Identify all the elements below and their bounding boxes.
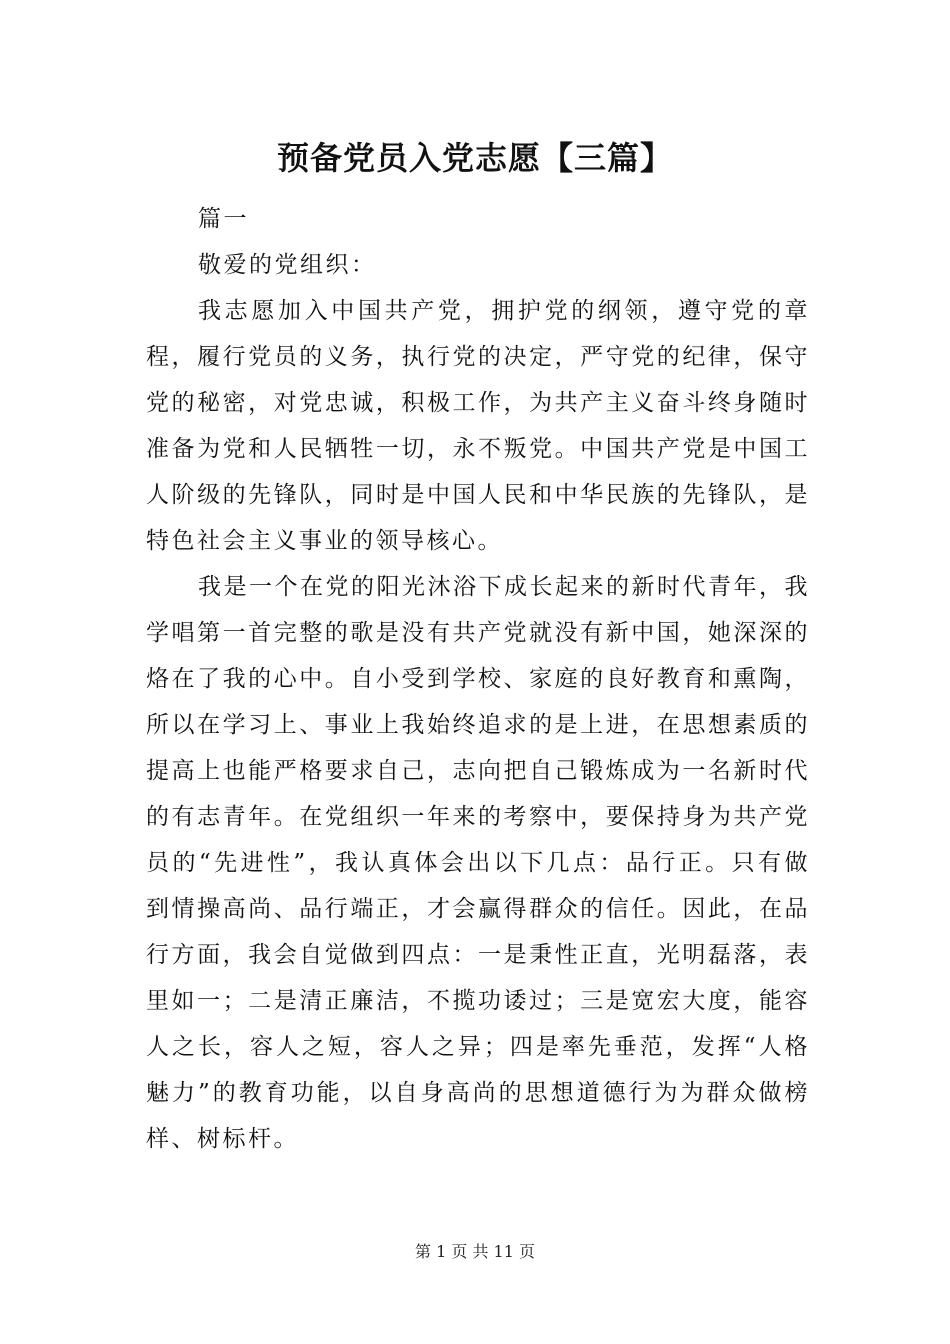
section-heading: 篇一	[198, 206, 249, 232]
document-title: 预备党员入党志愿【三篇】	[276, 139, 673, 177]
body-paragraph-2: 我是一个在党的阳光沐浴下成长起来的新时代青年，我学唱第一首完整的歌是没有共产党就没有新中国，她深深的烙在了我的心中。自小受到学校、家庭的良好教育和熏陶，所以在学习上、事业上我始终追求的是上进，在思想素质的提高上也能严格要求自己，志向把自己锻炼成为一名新时代的有志青年。在党组织一年来的考察中，要保持身为共产党员的“先进性”，我认真体会出以下几点：品行正。只有做到情操高尚、品行端正，才会赢得群众的信任。因此，在品行方面，我会自觉做到四点：一是秉性正直，光明磊落，表里如一；二是清正廉洁，不揽功诿过；三是宽宏大度，能容人之长，容人之短，容人之异；四是率先垂范，发挥“人格魅力”的教育功能，以自身高尚的思想道德行为为群众做榜样、树标杆。	[146, 574, 810, 1152]
document-body	[146, 196, 810, 1162]
body-paragraph-1: 我志愿加入中国共产党，拥护党的纲领，遵守党的章程，履行党员的义务，执行党的决定，严守党的纪律，保守党的秘密，对党忠诚，积极工作，为共产主义奋斗终身随时准备为党和人民牺牲一切，永不叛党。中国共产党是中国工人阶级的先锋队，同时是中国人民和中华民族的先锋队，是特色社会主义事业的领导核心。	[146, 298, 810, 554]
salutation: 敬爱的党组织：	[198, 252, 377, 278]
page-number-footer: 第 1 页 共 11 页	[415, 1242, 535, 1261]
